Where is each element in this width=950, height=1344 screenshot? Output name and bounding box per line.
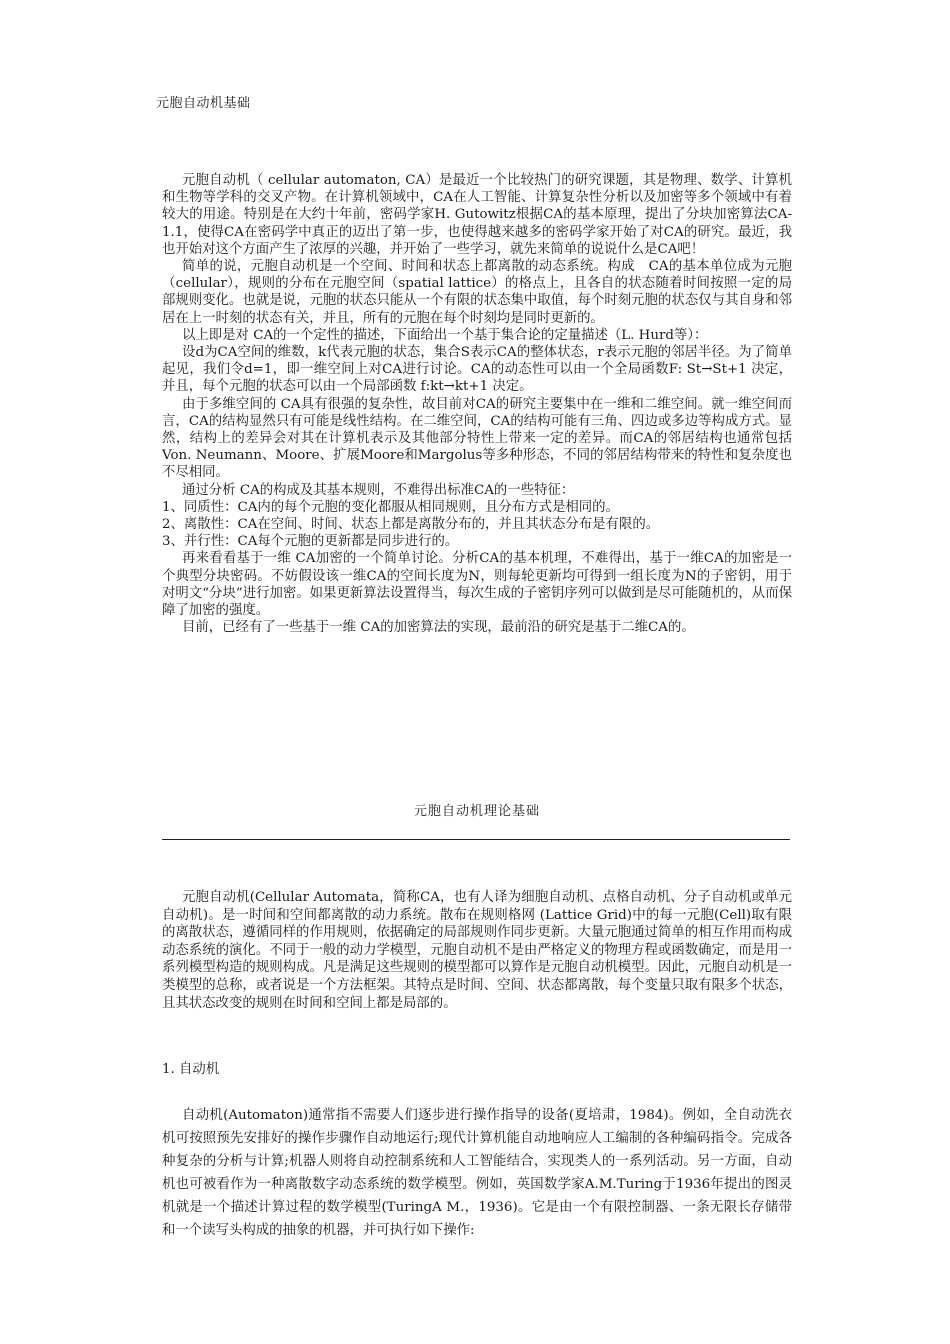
automaton-paragraph: 自动机(Automaton)通常指不需要人们逐步进行操作指导的设备(夏培肃，1984)。例如，全自动洗衣机可按照预先安排好的操作步骤作自动地运行;现代计算机能自动地响应人工编制的各种编码指令。完成各种复杂的分析与计算;机器人则将自动控制系统和人工智能结合，实现类人的一系列活动。另一方面，自动机也可被看作为一种离散数字动态系统的数学模型。例如，英国数学家A.M.Turing于1936年提出的图灵机就是一个描述计算过程的数学模型(TuringA M.，1936)。它是由一个有限控制器、一条无限长存储带和一个读写头构成的抽象的机器，并可执行如下操作: [162,1108,792,1238]
intro-paragraph: 简单的说，元胞自动机是一个空间、时间和状态上都离散的动态系统。构成 CA的基本单位成为元胞（cellular），规则的分布在元胞空间（spatial lattice）的格点上，且各自的状态随着时间按照一定的局部规则变化。也就是说，元胞的状态只能从一个有限的状态集中取值，每个时刻元胞的状态仅与其自身和邻居在上一时刻的状态有关，并且，所有的元胞在每个时刻均是同时更新的。 [162,259,792,326]
theory-paragraph: 元胞自动机(Cellular Automata，简称CA，也有人译为细胞自动机、点格自动机、分子自动机或单元自动机)。是一时间和空间都离散的动力系统。散布在规则格网 (Lattice Grid)中的每一元胞(Cell)取有限的离散状态，遵循同样的作用规则，依据确定的局部规则作同步更新。大量元胞通过简单的相互作用而构成动态系统的演化。不同于一般的动力学模型，元胞自动机不是由严格定义的物理方程或函数确定，而是用一系列模型构造的规则构成。凡是满足这些规则的模型都可以算作是元胞自动机模型。因此，元胞自动机是一类模型的总称，或者说是一个方法框架。其特点是时间、空间、状态都离散，每个变量只取有限多个状态，且其状态改变的规则在时间和空间上都是局部的。 [162,890,792,1011]
section-title: 元胞自动机理论基础 [413,804,540,819]
intro-paragraph: 设d为CA空间的维数，k代表元胞的状态，集合S表示CA的整体状态，r表示元胞的邻居半径。为了简单起见，我们令d=1，即一维空间上对CA进行讨论。CA的动态性可以由一个全局函数F: St→St+1 决定，并且，每个元胞的状态可以由一个局部函数 f:kt→kt+1 决定。 [162,345,792,395]
feature-list-item: 3、并行性：CA每个元胞的更新都是同步进行的。 [162,534,459,550]
intro-paragraph: 元胞自动机（ cellular automaton, CA）是最近一个比较热门的研究课题，其是物理、数学、计算机和生物等学科的交叉产物。在计算机领域中，CA在人工智能、计算复杂性分析以及加密等多个领域中有着较大的用途。特别是在大约十年前，密码学家H. Gutowitz根据CA的基本原理，提出了分块加密算法CA-1.1，使得CA在密码学中真正的迈出了第一步，也使得越来越多的密码学家开始了对CA的研究。最近，我也开始对这个方面产生了浓厚的兴趣，并开始了一些学习，就先来简单的说说什么是CA吧！ [162,173,792,257]
page-header-title: 元胞自动机基础 [156,96,251,111]
intro-paragraph: 由于多维空间的 CA具有很强的复杂性，故目前对CA的研究主要集中在一维和二维空间。就一维空间而言，CA的结构显然只有可能是线性结构。在二维空间，CA的结构可能有三角、四边或多边等构成方式。显然，结构上的差异会对其在计算机表示及其他部分特性上带来一定的差异。而CA的邻居结构也通常包括Von. Neumann、Moore、扩展Moore和Margolus等多种形态，不同的邻居结构带来的特性和复杂度也不尽相同。 [162,396,792,481]
intro-section [162,172,792,636]
intro-paragraph: 以上即是对 CA的一个定性的描述，下面给出一个基于集合论的定量描述（L. Hurd等）： [182,327,708,343]
intro-paragraph: 目前，已经有了一些基于一维 CA的加密算法的实现，最前沿的研究是基于二维CA的。 [182,620,695,636]
automaton-section [162,1104,792,1242]
intro-paragraph: 通过分析 CA的构成及其基本规则，不难得出标准CA的一些特征： [182,482,575,498]
intro-paragraph: 再来看看基于一维 CA加密的一个简单讨论。分析CA的基本机理，不难得出，基于一维CA的加密是一个典型分块密码。不妨假设该一维CA的空间长度为N，则每轮更新均可得到一组长度为N的子密钥，用于对明文“分块”进行加密。如果更新算法设置得当，每次生成的子密钥序列可以做到是尽可能随机的，从而保障了加密的强度。 [162,551,792,619]
theory-section [162,889,792,1012]
feature-list-item: 1、同质性：CA内的每个元胞的变化都服从相同规则，且分布方式是相同的。 [162,499,619,515]
section-divider [162,839,790,840]
subsection-heading: 1. 自动机 [162,1062,220,1077]
feature-list-item: 2、离散性：CA在空间、时间、状态上都是离散分布的，并且其状态分布是有限的。 [162,517,660,533]
